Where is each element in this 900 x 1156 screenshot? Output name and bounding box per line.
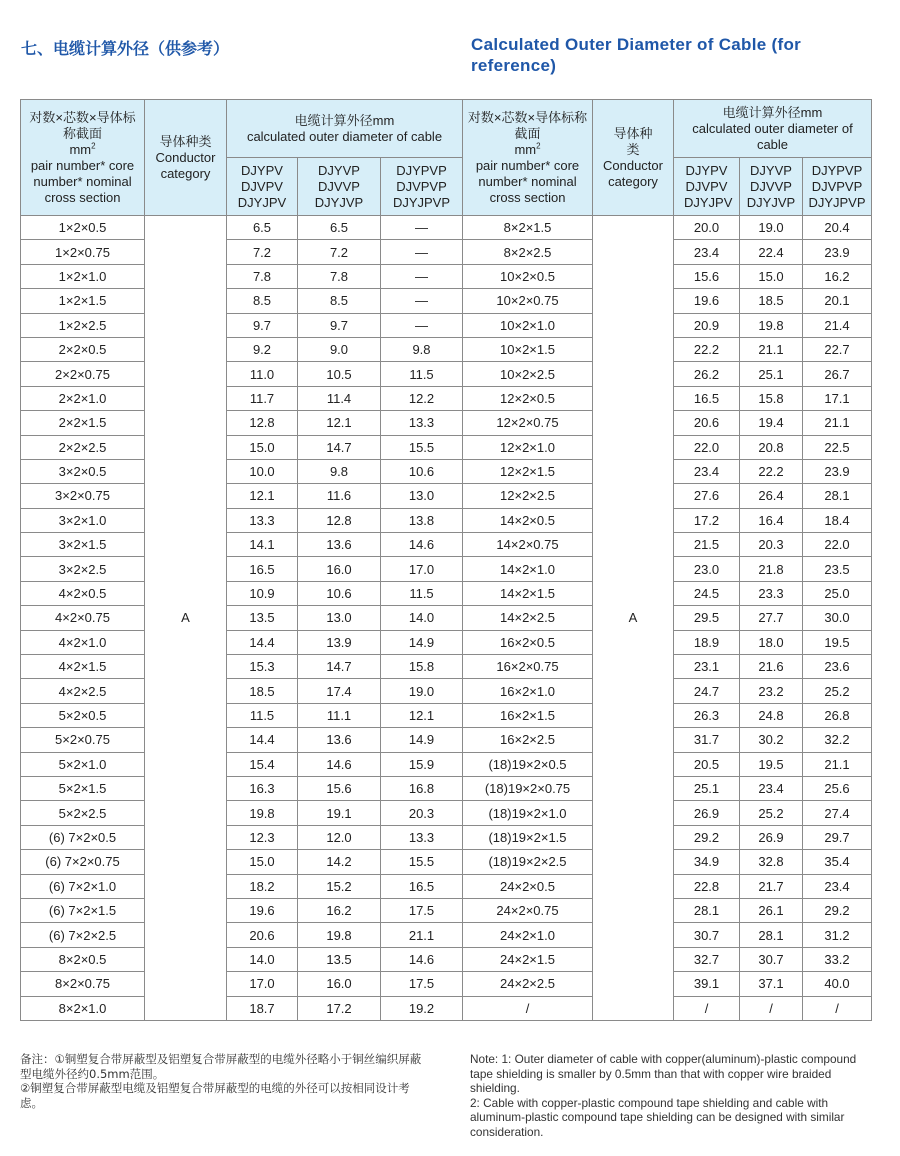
table-cell: 10×2×2.5 [463,362,593,386]
table-cell: 16×2×0.75 [463,655,593,679]
table-cell: (6) 7×2×0.75 [21,850,145,874]
table-cell: 35.4 [803,850,872,874]
table-cell: 20.5 [674,752,740,776]
table-cell: 25.1 [740,362,803,386]
table-cell: 21.1 [803,752,872,776]
table-cell: 23.6 [803,655,872,679]
table-cell: 13.5 [298,947,381,971]
table-cell: 17.0 [227,972,298,996]
table-cell: 13.5 [227,606,298,630]
table-cell: 32.8 [740,850,803,874]
table-cell: 12.1 [298,411,381,435]
table-cell: 13.3 [381,825,463,849]
table-cell: 19.4 [740,411,803,435]
table-cell: 26.1 [740,898,803,922]
table-cell: 24×2×1.5 [463,947,593,971]
table-cell: 8×2×0.5 [21,947,145,971]
table-cell: 12.2 [381,386,463,410]
table-cell: 21.7 [740,874,803,898]
table-cell: (18)19×2×0.5 [463,752,593,776]
table-cell: 16.5 [227,557,298,581]
table-cell: 19.5 [803,630,872,654]
table-cell: 8×2×2.5 [463,240,593,264]
table-cell: (18)19×2×0.75 [463,776,593,800]
table-cell: 20.6 [227,923,298,947]
table-cell: 4×2×2.5 [21,679,145,703]
table-cell: 16.0 [298,972,381,996]
table-cell: 15.9 [381,752,463,776]
table-cell: 23.4 [674,459,740,483]
table-cell: 7.2 [298,240,381,264]
table-cell: 14.0 [381,606,463,630]
table-cell: 19.8 [227,801,298,825]
table-cell: 14.2 [298,850,381,874]
table-cell: 22.8 [674,874,740,898]
table-cell: 16×2×1.5 [463,703,593,727]
table-cell: 9.7 [298,313,381,337]
table-cell: 5×2×1.0 [21,752,145,776]
table-cell: 20.3 [381,801,463,825]
table-cell: 7.2 [227,240,298,264]
table-cell: 8.5 [298,289,381,313]
table-cell: 29.2 [674,825,740,849]
table-cell: 13.0 [298,606,381,630]
table-cell: 18.0 [740,630,803,654]
table-cell: 4×2×1.5 [21,655,145,679]
title-chinese: 七、电缆计算外径（供参考） [21,39,230,58]
table-cell: 9.8 [298,459,381,483]
table-cell: 16×2×2.5 [463,728,593,752]
table-cell: 34.9 [674,850,740,874]
table-cell: 10×2×0.5 [463,264,593,288]
table-cell: 20.1 [803,289,872,313]
table-cell: — [381,240,463,264]
table-cell: 5×2×2.5 [21,801,145,825]
table-cell: 32.2 [803,728,872,752]
header-type-2-right: DJYVP DJVVP DJYJVP [740,158,803,216]
table-cell: 25.2 [740,801,803,825]
table-cell: — [381,313,463,337]
table-cell: 26.9 [740,825,803,849]
table-cell: 14.4 [227,630,298,654]
table-cell: 24.5 [674,581,740,605]
table-cell: 13.9 [298,630,381,654]
table-cell: 3×2×0.75 [21,484,145,508]
table-cell: 1×2×0.75 [21,240,145,264]
table-cell: 10.6 [381,459,463,483]
table-cell: 12×2×0.5 [463,386,593,410]
table-cell: 14×2×0.5 [463,508,593,532]
table-cell: 17.5 [381,898,463,922]
table-cell: 13.0 [381,484,463,508]
table-cell: 14.0 [227,947,298,971]
table-cell: — [381,264,463,288]
table-cell: 14.9 [381,630,463,654]
table-cell: 20.9 [674,313,740,337]
table-cell: 24×2×0.5 [463,874,593,898]
table-cell: 8.5 [227,289,298,313]
notes-english [470,1052,878,1139]
table-cell: 24.8 [740,703,803,727]
table-cell: 23.9 [803,240,872,264]
table-cell: (18)19×2×2.5 [463,850,593,874]
table-cell: 25.2 [803,679,872,703]
table-cell: 18.9 [674,630,740,654]
cable-diameter-table [20,99,872,1021]
note-cn-1: 备注：①铜塑复合带屏蔽型及铝塑复合带屏蔽型的电缆外径略小于铜丝编织屏蔽型电缆外径约0.5mm范围。 [20,1052,422,1081]
table-cell: 14.6 [298,752,381,776]
table-cell: 11.4 [298,386,381,410]
table-cell: 5×2×0.5 [21,703,145,727]
table-cell: 18.2 [227,874,298,898]
table-cell: 3×2×1.0 [21,508,145,532]
table-cell: 20.4 [803,216,872,240]
table-cell: 21.5 [674,533,740,557]
table-cell: 28.1 [803,484,872,508]
table-cell: 14.7 [298,435,381,459]
table-cell: (6) 7×2×2.5 [21,923,145,947]
table-cell: 11.1 [298,703,381,727]
table-cell: 1×2×1.0 [21,264,145,288]
table-cell: 21.8 [740,557,803,581]
header-type-3-left: DJYPVP DJVPVP DJYJPVP [381,158,463,216]
table-cell: — [381,216,463,240]
table-cell: 11.5 [227,703,298,727]
table-cell: / [463,996,593,1020]
table-cell: 12.1 [227,484,298,508]
table-cell: 30.7 [740,947,803,971]
table-cell: 15.4 [227,752,298,776]
table-cell: 20.3 [740,533,803,557]
table-cell: 24.7 [674,679,740,703]
header-type-3-right: DJYPVP DJVPVP DJYJPVP [803,158,872,216]
table-cell: 40.0 [803,972,872,996]
table-cell: 21.4 [803,313,872,337]
table-cell: 3×2×0.5 [21,459,145,483]
table-cell: 19.8 [298,923,381,947]
table-cell: 28.1 [740,923,803,947]
header-conductor-left: 导体种类 Conductor category [145,100,227,216]
table-cell: 21.1 [803,411,872,435]
table-cell: 29.5 [674,606,740,630]
table-cell: 23.3 [740,581,803,605]
table-cell: (6) 7×2×0.5 [21,825,145,849]
table-cell: 19.5 [740,752,803,776]
table-cell: 12.3 [227,825,298,849]
table-cell: 14.1 [227,533,298,557]
table-cell: 23.4 [740,776,803,800]
table-cell: 14×2×1.5 [463,581,593,605]
table-cell: 16.3 [227,776,298,800]
table-cell: 30.0 [803,606,872,630]
table-cell: 17.0 [381,557,463,581]
table-cell: 26.4 [740,484,803,508]
table-cell: 1×2×1.5 [21,289,145,313]
table-cell: 6.5 [298,216,381,240]
table-cell: 23.2 [740,679,803,703]
table-cell: 15.5 [381,850,463,874]
note-en-2: 2: Cable with copper-plastic compound tape shielding and cable with aluminum-plastic compound tape shielding can be designed with similar consideration. [470,1095,845,1139]
table-cell: 9.2 [227,337,298,361]
table-cell: 5×2×0.75 [21,728,145,752]
table-cell: 32.7 [674,947,740,971]
table-cell: 4×2×0.5 [21,581,145,605]
table-cell: 11.5 [381,581,463,605]
table-cell: 23.4 [674,240,740,264]
table-cell: 11.6 [298,484,381,508]
table-cell: 12×2×2.5 [463,484,593,508]
table-cell: 16×2×1.0 [463,679,593,703]
table-cell: 16.4 [740,508,803,532]
table-cell: 4×2×0.75 [21,606,145,630]
table-cell: 23.4 [803,874,872,898]
table-cell: 14×2×1.0 [463,557,593,581]
table-cell: 19.8 [740,313,803,337]
table-cell: 18.7 [227,996,298,1020]
table-cell: 17.2 [674,508,740,532]
table-cell: 11.0 [227,362,298,386]
table-cell: 7.8 [227,264,298,288]
table-cell: 13.6 [298,533,381,557]
table-cell: 16.2 [298,898,381,922]
table-cell: 3×2×2.5 [21,557,145,581]
table-cell: 15.2 [298,874,381,898]
table-cell: 7.8 [298,264,381,288]
table-cell: 23.1 [674,655,740,679]
table-cell: 30.7 [674,923,740,947]
table-cell: (18)19×2×1.5 [463,825,593,849]
header-spec-unit: $mm^2$ [69,141,96,157]
table-cell: / [803,996,872,1020]
table-cell: 26.3 [674,703,740,727]
table-body [21,216,872,1021]
table-cell: 19.2 [381,996,463,1020]
table-cell: — [381,289,463,313]
table-cell: 2×2×0.75 [21,362,145,386]
table-cell: 23.0 [674,557,740,581]
table-cell: 9.7 [227,313,298,337]
table-cell: 26.7 [803,362,872,386]
table-cell: 5×2×1.5 [21,776,145,800]
table-cell: 29.7 [803,825,872,849]
table-cell: 23.5 [803,557,872,581]
table-cell: 12×2×1.0 [463,435,593,459]
header-type-1-right: DJYPV DJVPV DJYJPV [674,158,740,216]
table-cell: 19.6 [227,898,298,922]
table-cell: 21.1 [381,923,463,947]
header-type-2-left: DJYVP DJVVP DJYJVP [298,158,381,216]
table-cell: 22.0 [674,435,740,459]
table-cell: 10.5 [298,362,381,386]
table-cell: 10×2×0.75 [463,289,593,313]
table-cell: 17.2 [298,996,381,1020]
table-cell: 19.1 [298,801,381,825]
table-cell: 17.1 [803,386,872,410]
table-cell: 14.7 [298,655,381,679]
table-cell: 25.0 [803,581,872,605]
table-cell: 15.0 [227,435,298,459]
table-cell: 14.6 [381,533,463,557]
table-cell: 19.0 [740,216,803,240]
table-cell: 14.9 [381,728,463,752]
table-cell: 11.5 [381,362,463,386]
table-cell: 8×2×1.5 [463,216,593,240]
table-cell: 12.1 [381,703,463,727]
table-cell: 22.5 [803,435,872,459]
table-cell: 26.2 [674,362,740,386]
table-cell: 14.6 [381,947,463,971]
table-cell: 22.0 [803,533,872,557]
table-cell: 2×2×0.5 [21,337,145,361]
table-cell: 21.1 [740,337,803,361]
table-cell: 14×2×0.75 [463,533,593,557]
table-cell: 23.9 [803,459,872,483]
table-cell: (18)19×2×1.0 [463,801,593,825]
table-cell: 25.1 [674,776,740,800]
table-cell: 39.1 [674,972,740,996]
table-cell: 13.3 [227,508,298,532]
table-cell: 8×2×0.75 [21,972,145,996]
table-cell: 14.4 [227,728,298,752]
table-cell: 22.2 [674,337,740,361]
table-cell: 18.5 [227,679,298,703]
table-cell: 30.2 [740,728,803,752]
table-cell: 11.7 [227,386,298,410]
title-english: Calculated Outer Diameter of Cable (for reference) [471,35,802,75]
table-cell: 20.0 [674,216,740,240]
header-spec-cn: 对数×芯数×导体标称截面 [29,109,136,141]
table-cell: 24×2×0.75 [463,898,593,922]
table-cell: 4×2×1.0 [21,630,145,654]
table-cell: 14×2×2.5 [463,606,593,630]
header-type-1-left: DJYPV DJVPV DJYJPV [227,158,298,216]
table-row [21,216,872,240]
table-cell: 18.4 [803,508,872,532]
table-cell: 1×2×2.5 [21,313,145,337]
table-cell: / [674,996,740,1020]
table-cell: 19.0 [381,679,463,703]
header-conductor-right: 导体种类 Conductor category [593,100,674,216]
table-cell: 27.6 [674,484,740,508]
table-cell: 18.5 [740,289,803,313]
table-cell: / [740,996,803,1020]
table-cell: 16.5 [674,386,740,410]
table-cell: 9.0 [298,337,381,361]
table-cell: 16×2×0.5 [463,630,593,654]
table-cell: 19.6 [674,289,740,313]
table-cell: 2×2×2.5 [21,435,145,459]
table-cell: 17.5 [381,972,463,996]
table-cell: 10.9 [227,581,298,605]
table-cell: 28.1 [674,898,740,922]
table-cell: 2×2×1.0 [21,386,145,410]
table-cell: 6.5 [227,216,298,240]
table-cell: 37.1 [740,972,803,996]
table-cell: 15.6 [298,776,381,800]
note-cn-2: ②铜塑复合带屏蔽型电缆及铝塑复合带屏蔽型的电缆的外径可以按相同设计考虑。 [20,1081,410,1110]
table-cell: 13.8 [381,508,463,532]
table-cell: 20.6 [674,411,740,435]
table-cell: 27.7 [740,606,803,630]
table-cell: 16.8 [381,776,463,800]
table-cell: 12.8 [227,411,298,435]
table-cell: 10.6 [298,581,381,605]
table-cell: 15.3 [227,655,298,679]
header-spec-en: pair number* core number* nominal cross section [30,157,135,205]
table-cell: 15.6 [674,264,740,288]
table-cell: 20.8 [740,435,803,459]
table-cell: 12.8 [298,508,381,532]
table-cell: 3×2×1.5 [21,533,145,557]
table-cell: 12.0 [298,825,381,849]
notes-chinese [20,1052,430,1110]
table-cell: 26.8 [803,703,872,727]
table-cell: 29.2 [803,898,872,922]
table-cell: 15.0 [740,264,803,288]
table-cell: 22.2 [740,459,803,483]
table-cell: 26.9 [674,801,740,825]
table-cell: 10×2×1.0 [463,313,593,337]
header-spec-right: 对数×芯数×导体标称截面 $mm^2$ pair number* core number* nominal cross section [463,100,593,216]
table-cell: 22.4 [740,240,803,264]
table-cell: 13.3 [381,411,463,435]
table-cell: 15.0 [227,850,298,874]
table-cell: 17.4 [298,679,381,703]
table-cell: 25.6 [803,776,872,800]
table-cell: 24×2×1.0 [463,923,593,947]
table-cell: 22.7 [803,337,872,361]
header-od-left: 电缆计算外径mm calculated outer diameter of cable [227,100,463,158]
header-od-right: 电缆计算外径mm calculated outer diameter of cable [674,100,872,158]
table-cell: 1×2×0.5 [21,216,145,240]
table-cell: 24×2×2.5 [463,972,593,996]
table-cell: 33.2 [803,947,872,971]
table-cell: 13.6 [298,728,381,752]
table-cell: 2×2×1.5 [21,411,145,435]
table-cell: 27.4 [803,801,872,825]
conductor-category-left: A [145,216,227,1021]
table-cell: 31.7 [674,728,740,752]
conductor-category-right: A [593,216,674,1021]
note-en-1: Note: 1: Outer diameter of cable with copper(aluminum)-plastic compound tape shielding is smaller by 0.5mm than that with copper wire braided shielding. [470,1052,857,1095]
table-cell: 12×2×0.75 [463,411,593,435]
table-cell: 15.8 [740,386,803,410]
table-cell: (6) 7×2×1.0 [21,874,145,898]
table-cell: 16.5 [381,874,463,898]
table-cell: 31.2 [803,923,872,947]
table-cell: 8×2×1.0 [21,996,145,1020]
table-cell: 21.6 [740,655,803,679]
table-cell: (6) 7×2×1.5 [21,898,145,922]
table-cell: 16.0 [298,557,381,581]
table-cell: 16.2 [803,264,872,288]
table-cell: 15.8 [381,655,463,679]
table-cell: 10.0 [227,459,298,483]
table-cell: 15.5 [381,435,463,459]
header-spec-left [21,100,145,216]
table-cell: 12×2×1.5 [463,459,593,483]
table-cell: 10×2×1.5 [463,337,593,361]
table-cell: 9.8 [381,337,463,361]
